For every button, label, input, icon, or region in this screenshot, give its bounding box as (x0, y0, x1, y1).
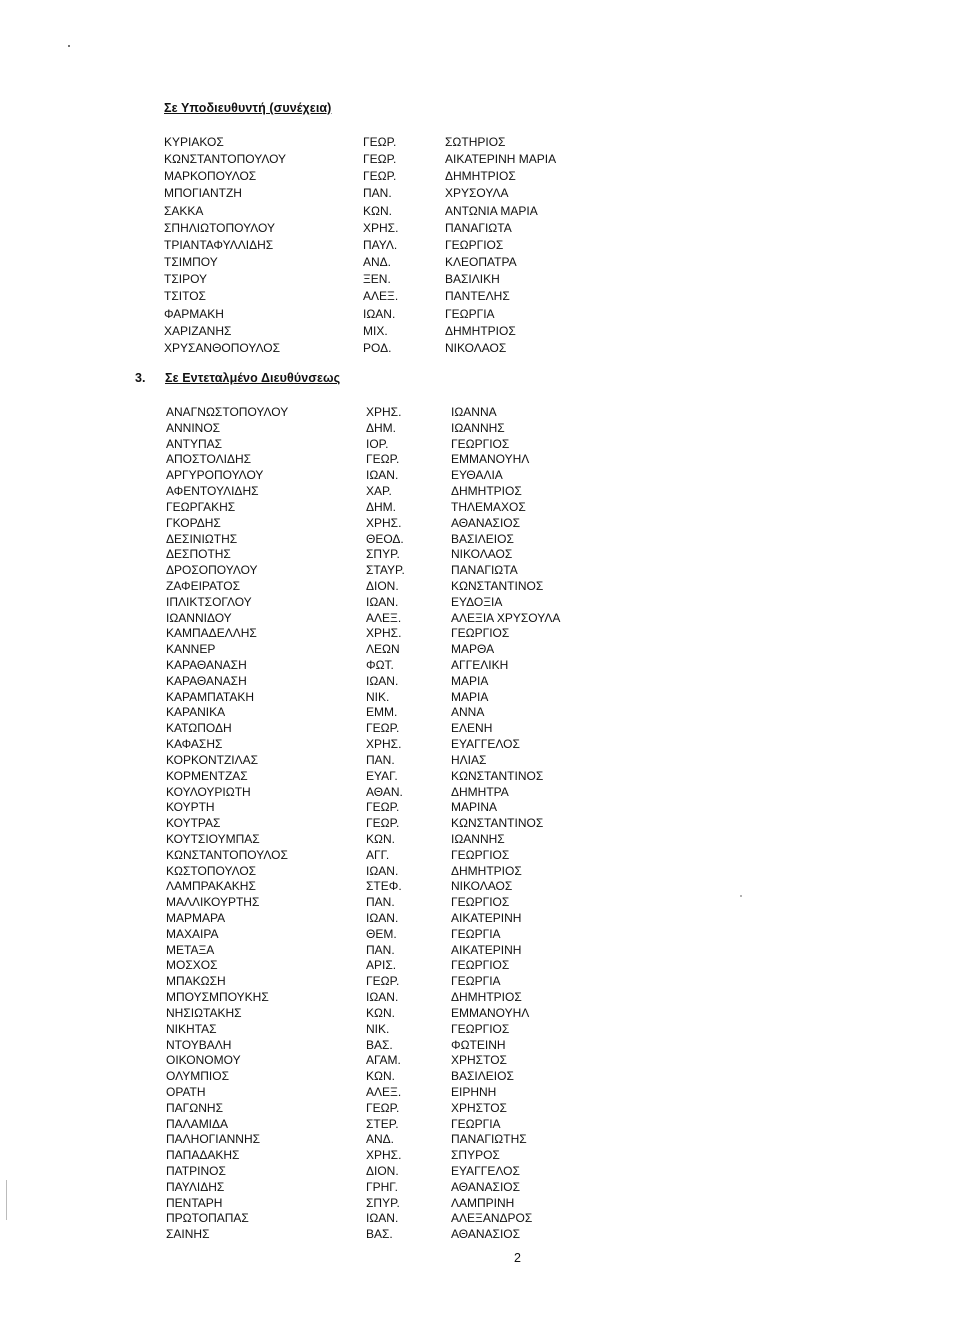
first-name-cell: ΑΝΤΩΝΙΑ ΜΑΡΙΑ (445, 203, 538, 218)
father-name-cell: ΓΕΩΡ. (363, 152, 397, 167)
list-row (0, 721, 960, 737)
first-name-cell: ΜΑΡΙΝΑ (451, 800, 498, 815)
first-name-cell: ΧΡΥΣΟΥΛΑ (445, 186, 509, 201)
surname-cell: ΑΝΤΥΠΑΣ (166, 436, 223, 451)
first-name-cell: ΑΓΓΕΛΙΚΗ (451, 658, 509, 672)
surname-cell: ΜΑΡΜΑΡΑ (166, 911, 226, 925)
surname-cell: ΜΠΟΥΣΜΠΟΥΚΗΣ (166, 990, 269, 1005)
surname-cell: ΚΑΡΑΘΑΝΑΣΗ (166, 658, 247, 672)
father-name-cell: ΑΡΙΣ. (366, 958, 397, 973)
surname-cell: ΧΑΡΙΖΑΝΗΣ (164, 323, 232, 338)
father-name-cell: ΓΕΩΡ. (363, 135, 397, 149)
father-name-cell: ΚΩΝ. (363, 203, 392, 218)
father-name-cell: ΧΡΗΣ. (363, 220, 399, 235)
first-name-cell: ΣΠΥΡΟΣ (451, 1148, 500, 1163)
first-name-cell: ΑΙΚΑΤΕΡΙΝΗ ΜΑΡΙΑ (445, 152, 557, 167)
father-name-cell: ΣΤΕΡ. (366, 1116, 399, 1131)
surname-cell: ΚΑΦΑΣΗΣ (166, 737, 223, 752)
list-row (0, 1038, 960, 1054)
father-name-cell: ΑΝΔ. (363, 255, 392, 270)
surname-cell: ΜΑΛΛΙΚΟΥΡΤΗΣ (166, 895, 260, 910)
list-row (0, 737, 960, 753)
list-row (0, 254, 960, 271)
list-row (0, 595, 960, 611)
father-name-cell: ΣΤΑΥΡ. (366, 563, 405, 578)
father-name-cell: ΒΑΣ. (366, 1037, 393, 1052)
surname-cell: ΚΟΥΤΣΙΟΥΜΠΑΣ (166, 831, 260, 846)
surname-cell: ΝΗΣΙΩΤΑΚΗΣ (166, 1005, 242, 1020)
father-name-cell: ΘΕΜ. (366, 926, 397, 941)
surname-cell: ΙΠΛΙΚΤΣΟΓΛΟΥ (166, 594, 252, 609)
father-name-cell: ΓΕΩΡ. (366, 1100, 400, 1115)
first-name-cell: ΕΥΑΓΓΕΛΟΣ (451, 737, 520, 752)
surname-cell: ΙΩΑΝΝΙΔΟΥ (166, 610, 232, 625)
first-name-cell: ΕΛΕΝΗ (451, 721, 493, 736)
surname-cell: ΣΑΚΚΑ (164, 203, 204, 218)
father-name-cell: ΠΑΝ. (366, 752, 395, 767)
first-name-cell: ΗΛΙΑΣ (451, 752, 487, 767)
father-name-cell: ΘΕΟΔ. (366, 531, 404, 546)
surname-cell: ΜΑΧΑΙΡΑ (166, 926, 219, 941)
father-name-cell: ΙΩΑΝ. (366, 990, 399, 1005)
first-name-cell: ΛΑΜΠΡΙΝΗ (451, 1195, 515, 1210)
surname-cell: ΚΟΥΤΡΑΣ (166, 816, 221, 831)
father-name-cell: ΔΗΜ. (366, 499, 397, 514)
list-row (0, 151, 960, 168)
list-row (0, 864, 960, 880)
first-name-cell: ΠΑΝΑΓΙΩΤΑ (445, 220, 512, 235)
father-name-cell: ΙΩΑΝ. (366, 863, 399, 878)
father-name-cell: ΑΛΕΞ. (366, 1084, 402, 1099)
list-row (0, 237, 960, 254)
surname-cell: ΤΣΙΡΟΥ (164, 272, 208, 287)
surname-cell: ΚΑΜΠΑΔΕΛΛΗΣ (166, 626, 257, 641)
first-name-cell: ΑΙΚΑΤΕΡΙΝΗ (451, 942, 522, 957)
first-name-cell: ΙΩΑΝΝΑ (451, 405, 497, 419)
surname-cell: ΚΩΝΣΤΑΝΤΟΠΟΥΛΟΣ (166, 847, 288, 862)
list-row (0, 134, 960, 151)
first-name-cell: ΕΥΘΑΛΙΑ (451, 468, 503, 483)
father-name-cell: ΓΕΩΡ. (366, 974, 400, 989)
list-row (0, 516, 960, 532)
surname-cell: ΣΠΗΛΙΩΤΟΠΟΥΛΟΥ (164, 220, 275, 235)
surname-cell: ΜΑΡΚΟΠΟΥΛΟΣ (164, 169, 257, 184)
surname-cell: ΑΦΕΝΤΟΥΛΙΔΗΣ (166, 484, 259, 499)
first-name-cell: ΜΑΡΙΑ (451, 689, 489, 704)
surname-cell: ΠΑΠΑΔΑΚΗΣ (166, 1148, 240, 1163)
surname-cell: ΠΑΛΗΟΓΙΑΝΝΗΣ (166, 1132, 261, 1147)
first-name-cell: ΑΘΑΝΑΣΙΟΣ (451, 1179, 521, 1194)
first-name-cell: ΚΩΝΣΤΑΝΤΙΝΟΣ (451, 768, 544, 783)
father-name-cell: ΦΩΤ. (366, 658, 394, 672)
father-name-cell: ΝΙΚ. (366, 1021, 390, 1036)
first-name-cell: ΤΗΛΕΜΑΧΟΣ (451, 499, 526, 514)
first-name-cell: ΓΕΩΡΓΙΟΣ (451, 436, 510, 451)
list-row (0, 927, 960, 943)
first-name-cell: ΚΩΝΣΤΑΝΤΙΝΟΣ (451, 816, 544, 831)
father-name-cell: ΕΥΑΓ. (366, 768, 398, 783)
list-row (0, 185, 960, 202)
surname-cell: ΟΙΚΟΝΟΜΟΥ (166, 1053, 241, 1068)
father-name-cell: ΓΕΩΡ. (363, 169, 397, 184)
list-row (0, 547, 960, 563)
first-name-cell: ΓΕΩΡΓΙΟΣ (451, 895, 510, 910)
surname-cell: ΛΑΜΠΡΑΚΑΚΗΣ (166, 879, 256, 894)
list-row (0, 1022, 960, 1038)
surname-cell: ΤΣΙΜΠΟΥ (164, 255, 218, 270)
surname-cell: ΓΕΩΡΓΑΚΗΣ (166, 499, 236, 514)
surname-cell: ΜΟΣΧΟΣ (166, 958, 218, 973)
father-name-cell: ΓΕΩΡ. (366, 800, 400, 815)
first-name-cell: ΕΥΑΓΓΕΛΟΣ (451, 1164, 520, 1178)
surname-cell: ΔΕΣΠΟΤΗΣ (166, 547, 231, 562)
list-row (0, 848, 960, 864)
first-name-cell: ΔΗΜΗΤΡΙΟΣ (445, 323, 516, 338)
surname-cell: ΚΑΝΝΕΡ (166, 642, 216, 657)
list-row (0, 271, 960, 288)
surname-cell: ΚΑΡΑΝΙΚΑ (166, 705, 226, 720)
surname-cell: ΑΠΟΣΤΟΛΙΔΗΣ (166, 452, 252, 467)
father-name-cell: ΕΜΜ. (366, 705, 398, 720)
scan-speck (68, 45, 70, 47)
surname-cell: ΚΩΣΤΟΠΟΥΛΟΣ (166, 863, 257, 878)
first-name-cell: ΧΡΗΣΤΟΣ (451, 1053, 507, 1068)
list-row (0, 911, 960, 927)
surname-cell: ΧΡΥΣΑΝΘΟΠΟΥΛΟΣ (164, 340, 281, 355)
father-name-cell: ΑΛΕΞ. (366, 610, 402, 625)
list-row (0, 1085, 960, 1101)
first-name-cell: ΑΛΕΞΑΝΔΡΟΣ (451, 1211, 533, 1226)
surname-cell: ΠΑΥΛΙΔΗΣ (166, 1179, 225, 1194)
first-name-cell: ΙΩΑΝΝΗΣ (451, 420, 505, 435)
list-row (0, 1211, 960, 1227)
list-row (0, 452, 960, 468)
page-number: 2 (514, 1251, 521, 1265)
father-name-cell: ΠΑΝ. (366, 942, 395, 957)
list-row (0, 1101, 960, 1117)
list-row (0, 1196, 960, 1212)
surname-cell: ΔΕΣΙΝΙΩΤΗΣ (166, 531, 238, 546)
section-heading-deputy-director: Σε Υποδιευθυντή (συνέχεια) (164, 101, 332, 115)
first-name-cell: ΓΕΩΡΓΙΟΣ (451, 1021, 510, 1036)
first-name-cell: ΓΕΩΡΓΙΟΣ (445, 237, 504, 252)
first-name-cell: ΚΛΕΟΠΑΤΡΑ (445, 255, 517, 270)
first-name-cell: ΓΕΩΡΓΙΟΣ (451, 958, 510, 973)
list-row (0, 340, 960, 357)
first-name-cell: ΓΕΩΡΓΙΑ (451, 926, 501, 941)
first-name-cell: ΑΙΚΑΤΕΡΙΝΗ (451, 911, 522, 925)
surname-cell: ΚΩΝΣΤΑΝΤΟΠΟΥΛΟΥ (164, 152, 287, 167)
list-row (0, 1069, 960, 1085)
surname-cell: ΚΑΡΑΘΑΝΑΣΗ (166, 673, 247, 688)
father-name-cell: ΝΙΚ. (366, 689, 390, 704)
list-row (0, 974, 960, 990)
father-name-cell: ΚΩΝ. (366, 831, 395, 846)
surname-cell: ΤΡΙΑΝΤΑΦΥΛΛΙΔΗΣ (164, 237, 274, 252)
father-name-cell: ΔΗΜ. (366, 420, 397, 435)
surname-cell: ΝΤΟΥΒΑΛΗ (166, 1037, 232, 1052)
surname-cell: ΓΚΟΡΔΗΣ (166, 515, 221, 530)
list-row (0, 895, 960, 911)
first-name-cell: ΠΑΝΤΕΛΗΣ (445, 289, 510, 304)
father-name-cell: ΧΡΗΣ. (366, 626, 402, 641)
father-name-cell: ΑΓΑΜ. (366, 1053, 401, 1068)
surname-cell: ΑΝΝΙΝΟΣ (166, 420, 221, 435)
first-name-cell: ΓΕΩΡΓΙΑ (451, 1116, 501, 1131)
list-row (0, 753, 960, 769)
first-name-cell: ΕΜΜΑΝΟΥΗΛ (451, 1005, 530, 1020)
father-name-cell: ΧΡΗΣ. (366, 1148, 402, 1163)
father-name-cell: ΑΝΔ. (366, 1132, 395, 1147)
list-row (0, 1148, 960, 1164)
first-name-cell: ΓΕΩΡΓΙΟΣ (451, 626, 510, 641)
surname-cell: ΜΕΤΑΞΑ (166, 942, 215, 957)
first-name-cell: ΑΘΑΝΑΣΙΟΣ (451, 515, 521, 530)
father-name-cell: ΧΑΡ. (366, 484, 392, 499)
list-row (0, 690, 960, 706)
surname-cell: ΟΛΥΜΠΙΟΣ (166, 1069, 229, 1084)
surname-cell: ΠΑΓΩΝΗΣ (166, 1100, 223, 1115)
first-name-cell: ΝΙΚΟΛΑΟΣ (445, 340, 507, 355)
first-name-cell: ΔΗΜΗΤΡΙΟΣ (451, 484, 522, 499)
list-row (0, 421, 960, 437)
father-name-cell: ΧΡΗΣ. (366, 737, 402, 752)
list-row (0, 168, 960, 185)
list-row (0, 1227, 960, 1243)
father-name-cell: ΚΩΝ. (366, 1069, 395, 1084)
list-row (0, 468, 960, 484)
first-name-cell: ΕΙΡΗΝΗ (451, 1084, 497, 1099)
list-row (0, 943, 960, 959)
father-name-cell: ΑΓΓ. (366, 847, 390, 862)
list-row (0, 306, 960, 323)
list-row (0, 816, 960, 832)
list-row (0, 1132, 960, 1148)
section-heading-authorized-director: Σε Εντεταλμένο Διευθύνσεως (165, 371, 341, 385)
list-row (0, 437, 960, 453)
surname-cell: ΜΠΑΚΩΣΗ (166, 974, 226, 989)
father-name-cell: ΑΛΕΞ. (363, 289, 399, 304)
first-name-cell: ΙΩΑΝΝΗΣ (451, 831, 505, 846)
father-name-cell: ΓΕΩΡ. (366, 721, 400, 736)
surname-cell: ΖΑΦΕΙΡΑΤΟΣ (166, 578, 240, 593)
list-row (0, 579, 960, 595)
father-name-cell: ΑΘΑΝ. (366, 784, 403, 799)
first-name-cell: ΑΘΑΝΑΣΙΟΣ (451, 1227, 521, 1242)
list-row (0, 1164, 960, 1180)
father-name-cell: ΧΡΗΣ. (366, 405, 402, 419)
deputy-director-list (0, 134, 960, 357)
father-name-cell: ΣΠΥΡ. (366, 547, 400, 562)
father-name-cell: ΙΩΑΝ. (366, 594, 399, 609)
surname-cell: ΑΝΑΓΝΩΣΤΟΠΟΥΛΟΥ (166, 405, 289, 419)
list-row (0, 800, 960, 816)
first-name-cell: ΔΗΜΗΤΡΙΟΣ (451, 863, 522, 878)
father-name-cell: ΠΑΥΛ. (363, 237, 398, 252)
list-row (0, 1180, 960, 1196)
section-number: 3. (135, 371, 146, 385)
surname-cell: ΠΕΝΤΑΡΗ (166, 1195, 223, 1210)
father-name-cell: ΣΤΕΦ. (366, 879, 402, 894)
list-row (0, 532, 960, 548)
surname-cell: ΤΣΙΤΟΣ (164, 289, 206, 304)
first-name-cell: ΔΗΜΗΤΡΙΟΣ (445, 169, 516, 184)
father-name-cell: ΣΠΥΡ. (366, 1195, 400, 1210)
first-name-cell: ΓΕΩΡΓΙΑ (445, 306, 495, 321)
first-name-cell: ΔΗΜΗΤΡΙΟΣ (451, 990, 522, 1005)
list-row (0, 1006, 960, 1022)
first-name-cell: ΒΑΣΙΛΙΚΗ (445, 272, 500, 287)
first-name-cell: ΕΜΜΑΝΟΥΗΛ (451, 452, 530, 467)
father-name-cell: ΙΩΑΝ. (366, 1211, 399, 1226)
list-row (0, 658, 960, 674)
list-row (0, 288, 960, 305)
first-name-cell: ΝΙΚΟΛΑΟΣ (451, 879, 513, 894)
father-name-cell: ΔΙΟΝ. (366, 1164, 399, 1178)
first-name-cell: ΜΑΡΘΑ (451, 642, 495, 657)
surname-cell: ΚΟΡΜΕΝΤΖΑΣ (166, 768, 248, 783)
first-name-cell: ΦΩΤΕΙΝΗ (451, 1037, 506, 1052)
surname-cell: ΚΟΥΛΟΥΡΙΩΤΗ (166, 784, 251, 799)
father-name-cell: ΙΟΡ. (366, 436, 389, 451)
surname-cell: ΚΟΥΡΤΗ (166, 800, 215, 815)
first-name-cell: ΚΩΝΣΤΑΝΤΙΝΟΣ (451, 578, 544, 593)
list-row (0, 1053, 960, 1069)
surname-cell: ΦΑΡΜΑΚΗ (164, 306, 224, 321)
list-row (0, 323, 960, 340)
father-name-cell: ΙΩΑΝ. (366, 673, 399, 688)
surname-cell: ΚΥΡΙΑΚΟΣ (164, 135, 224, 149)
first-name-cell: ΝΙΚΟΛΑΟΣ (451, 547, 513, 562)
father-name-cell: ΛΕΩΝ (366, 642, 400, 657)
list-row (0, 220, 960, 237)
surname-cell: ΠΑΤΡΙΝΟΣ (166, 1164, 226, 1178)
father-name-cell: ΔΙΟΝ. (366, 578, 399, 593)
first-name-cell: ΒΑΣΙΛΕΙΟΣ (451, 1069, 514, 1084)
list-row (0, 484, 960, 500)
surname-cell: ΚΑΤΩΠΟΔΗ (166, 721, 232, 736)
list-row (0, 958, 960, 974)
first-name-cell: ΧΡΗΣΤΟΣ (451, 1100, 507, 1115)
list-row (0, 611, 960, 627)
first-name-cell: ΕΥΔΟΞΙΑ (451, 594, 503, 609)
first-name-cell: ΔΗΜΗΤΡΑ (451, 784, 509, 799)
surname-cell: ΟΡΑΤΗ (166, 1084, 206, 1099)
list-row (0, 785, 960, 801)
father-name-cell: ΙΩΑΝ. (366, 468, 399, 483)
surname-cell: ΜΠΟΓΙΑΝΤΖΗ (164, 186, 242, 201)
list-row (0, 500, 960, 516)
surname-cell: ΚΑΡΑΜΠΑΤΑΚΗ (166, 689, 255, 704)
list-row (0, 769, 960, 785)
list-row (0, 832, 960, 848)
father-name-cell: ΓΕΩΡ. (366, 452, 400, 467)
list-row (0, 642, 960, 658)
first-name-cell: ΒΑΣΙΛΕΙΟΣ (451, 531, 514, 546)
list-row (0, 563, 960, 579)
first-name-cell: ΓΕΩΡΓΙΑ (451, 974, 501, 989)
father-name-cell: ΓΡΗΓ. (366, 1179, 398, 1194)
surname-cell: ΠΡΩΤΟΠΑΠΑΣ (166, 1211, 249, 1226)
first-name-cell: ΜΑΡΙΑ (451, 673, 489, 688)
first-name-cell: ΑΝΝΑ (451, 705, 485, 720)
list-row (0, 990, 960, 1006)
father-name-cell: ΓΕΩΡ. (366, 816, 400, 831)
list-row (0, 405, 960, 421)
surname-cell: ΠΑΛΑΜΙΔΑ (166, 1116, 229, 1131)
first-name-cell: ΠΑΝΑΓΙΩΤΑ (451, 563, 518, 578)
surname-cell: ΑΡΓΥΡΟΠΟΥΛΟΥ (166, 468, 264, 483)
father-name-cell: ΞΕΝ. (363, 272, 391, 287)
list-row (0, 203, 960, 220)
first-name-cell: ΣΩΤΗΡΙΟΣ (445, 135, 506, 149)
father-name-cell: ΚΩΝ. (366, 1005, 395, 1020)
father-name-cell: ΙΩΑΝ. (366, 911, 399, 925)
surname-cell: ΣΑΙΝΗΣ (166, 1227, 210, 1242)
surname-cell: ΚΟΡΚΟΝΤΖΙΛΑΣ (166, 752, 259, 767)
father-name-cell: ΙΩΑΝ. (363, 306, 396, 321)
father-name-cell: ΒΑΣ. (366, 1227, 393, 1242)
list-row (0, 1117, 960, 1133)
surname-cell: ΝΙΚΗΤΑΣ (166, 1021, 217, 1036)
father-name-cell: ΠΑΝ. (363, 186, 392, 201)
authorized-director-list (0, 405, 960, 1243)
father-name-cell: ΧΡΗΣ. (366, 515, 402, 530)
father-name-cell: ΡΟΔ. (363, 340, 392, 355)
first-name-cell: ΑΛΕΞΙΑ ΧΡΥΣΟΥΛΑ (451, 610, 561, 625)
list-row (0, 705, 960, 721)
surname-cell: ΔΡΟΣΟΠΟΥΛΟΥ (166, 563, 258, 578)
father-name-cell: ΠΑΝ. (366, 895, 395, 910)
father-name-cell: ΜΙΧ. (363, 323, 388, 338)
list-row (0, 879, 960, 895)
first-name-cell: ΠΑΝΑΓΙΩΤΗΣ (451, 1132, 527, 1147)
list-row (0, 626, 960, 642)
list-row (0, 674, 960, 690)
first-name-cell: ΓΕΩΡΓΙΟΣ (451, 847, 510, 862)
